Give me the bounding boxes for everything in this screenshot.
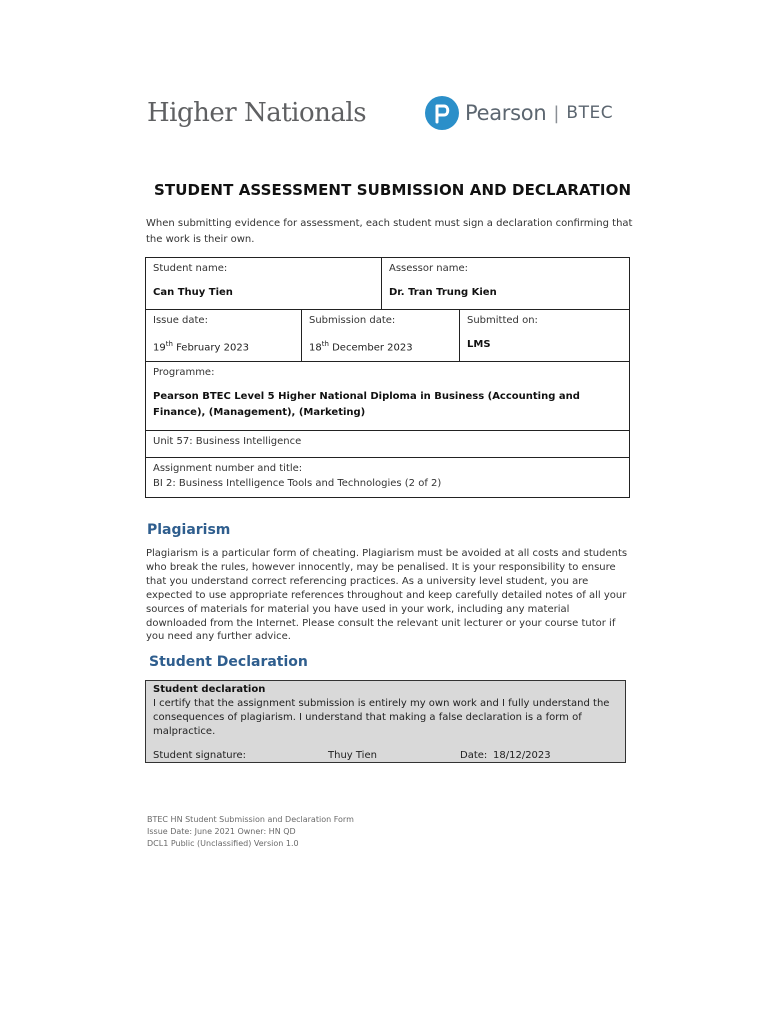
pearson-icon <box>425 96 459 130</box>
pearson-wordmark: Pearson <box>465 101 547 125</box>
programme-value: Pearson BTEC Level 5 Higher National Diploma in Business (Accounting and Finance), (Management), (Marketing) <box>153 391 580 418</box>
declaration-box <box>145 680 626 763</box>
issue-date-label: Issue date: <box>153 315 208 326</box>
signature-value: Thuy Tien <box>328 750 377 761</box>
submitted-on-label: Submitted on: <box>467 315 538 326</box>
footer-line-issue: Issue Date: June 2021 Owner: HN QD <box>147 827 296 836</box>
higher-nationals-logo: Higher Nationals <box>147 98 367 128</box>
submitted-on-value: LMS <box>467 339 491 350</box>
document-title: STUDENT ASSESSMENT SUBMISSION AND DECLARATION <box>154 181 632 199</box>
date-label: Date: <box>460 750 488 761</box>
submission-date-cell <box>302 310 460 362</box>
student-declaration-heading: Student Declaration <box>149 654 308 670</box>
submitted-on-cell <box>460 310 630 362</box>
assessor-name-value: Dr. Tran Trung Kien <box>389 287 497 298</box>
assignment-cell <box>146 458 630 498</box>
submission-date-label: Submission date: <box>309 315 396 326</box>
unit-cell <box>146 431 630 458</box>
plagiarism-heading: Plagiarism <box>147 522 231 538</box>
issue-date-value: 19th February 2023 <box>153 340 250 354</box>
btec-wordmark: BTEC <box>566 103 614 123</box>
document-footer <box>147 814 354 850</box>
assessor-name-cell <box>382 258 630 310</box>
pearson-btec-logo <box>425 96 613 130</box>
plagiarism-paragraph: Plagiarism is a particular form of cheating. Plagiarism must be avoided at all costs and students who break the rules, however innocently, may be penalised. It is your responsibility to ensure that you understand correct referencing practices. As a university level student, you are expected to use appropriate references throughout and keep carefully detailed notes of all your sources of materials for material you have used in your work, including any material downloaded from the Internet. Please consult the relevant unit lecturer or your course tutor if you need any further advice. <box>146 548 628 643</box>
assessor-name-label: Assessor name: <box>389 263 468 274</box>
declaration-text: I certify that the assignment submission is entirely my own work and I fully understand the consequences of plagiarism. I understand that making a false declaration is a form of malpractice. <box>153 698 610 737</box>
intro-paragraph: When submitting evidence for assessment, each student must sign a declaration confirming that the work is their own. <box>146 218 633 245</box>
unit-value: Unit 57: Business Intelligence <box>153 436 302 447</box>
footer-line-form: BTEC HN Student Submission and Declaration Form <box>147 815 354 824</box>
submission-date-value: 18th December 2023 <box>309 340 413 354</box>
logo-separator: | <box>553 102 560 124</box>
issue-date-cell <box>146 310 302 362</box>
signature-label: Student signature: <box>153 750 247 761</box>
declaration-box-title: Student declaration <box>153 684 266 695</box>
programme-cell <box>146 362 630 431</box>
assignment-value: BI 2: Business Intelligence Tools and Technologies (2 of 2) <box>153 478 442 489</box>
submission-info-table <box>145 257 630 498</box>
student-name-value: Can Thuy Tien <box>153 287 233 298</box>
date-value: 18/12/2023 <box>493 750 551 761</box>
student-name-cell <box>146 258 382 310</box>
programme-label: Programme: <box>153 367 215 378</box>
signature-row <box>153 749 619 763</box>
footer-line-classification: DCL1 Public (Unclassified) Version 1.0 <box>147 839 299 848</box>
student-name-label: Student name: <box>153 263 228 274</box>
assignment-label: Assignment number and title: <box>153 463 303 474</box>
